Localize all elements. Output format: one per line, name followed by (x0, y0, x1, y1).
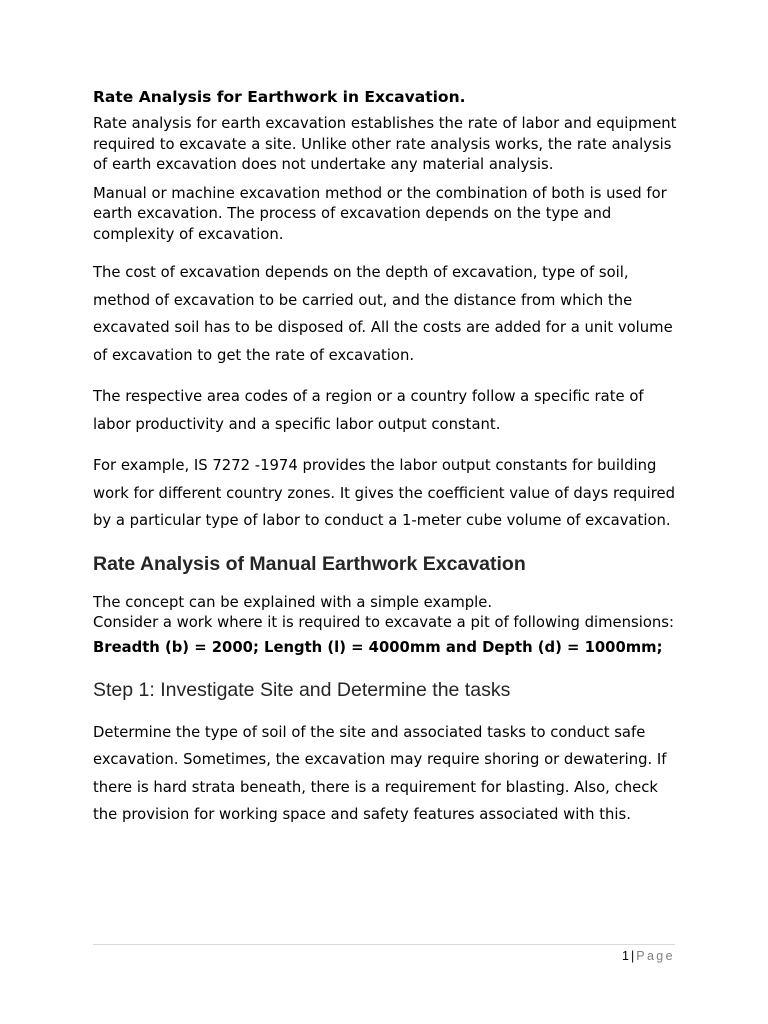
page-number: 1 (622, 949, 629, 963)
step1-paragraph: Determine the type of soil of the site and associated tasks to conduct safe excavation. Sometimes, the excavation may require shoring or dewatering. If there is hard strata beneath, there is a requirement for blasting. Also, check the provision for working space and safety features associated with this. (93, 723, 667, 823)
manual-consider-line: Consider a work where it is required to excavate a pit of following dimensions: (93, 614, 674, 631)
page-label: Page (636, 949, 675, 963)
footer-divider (93, 944, 675, 945)
page-footer (622, 947, 675, 965)
pit-dimensions: Breadth (b) = 2000; Length (l) = 4000mm and Depth (d) = 1000mm; (93, 638, 663, 656)
body-paragraph-example: For example, IS 7272 -1974 provides the labor output constants for building work for different country zones. It gives the coefficient value of days required by a particular type of labor to conduct a 1-meter cube volume of excavation. (93, 457, 675, 529)
step1-heading: Step 1: Investigate Site and Determine the tasks (93, 678, 511, 701)
body-paragraph-area-codes: The respective area codes of a region or a country follow a specific rate of labor productivity and a specific labor output constant. (93, 388, 644, 433)
section-manual-body (93, 593, 683, 661)
footer-separator: | (630, 949, 635, 963)
body-paragraph-cost: The cost of excavation depends on the depth of excavation, type of soil, method of excavation to be carried out, and the distance from which the excavated soil has to be disposed of. All the costs are added for a unit volume of excavation to get the rate of excavation. (93, 264, 673, 364)
intro-paragraph-1: Rate analysis for earth excavation establishes the rate of labor and equipment required to excavate a site. Unlike other rate analysis works, the rate analysis of earth excavation does not undertake any material analysis. (93, 115, 677, 173)
section-heading-manual: Rate Analysis of Manual Earthwork Excavation (93, 552, 526, 575)
document-title: Rate Analysis for Earthwork in Excavation. (93, 88, 466, 106)
manual-intro-line: The concept can be explained with a simple example. (93, 593, 493, 611)
intro-paragraph-2: Manual or machine excavation method or the combination of both is used for earth excavation. The process of excavation depends on the type and complexity of excavation. (93, 184, 667, 243)
document-page (93, 86, 683, 829)
